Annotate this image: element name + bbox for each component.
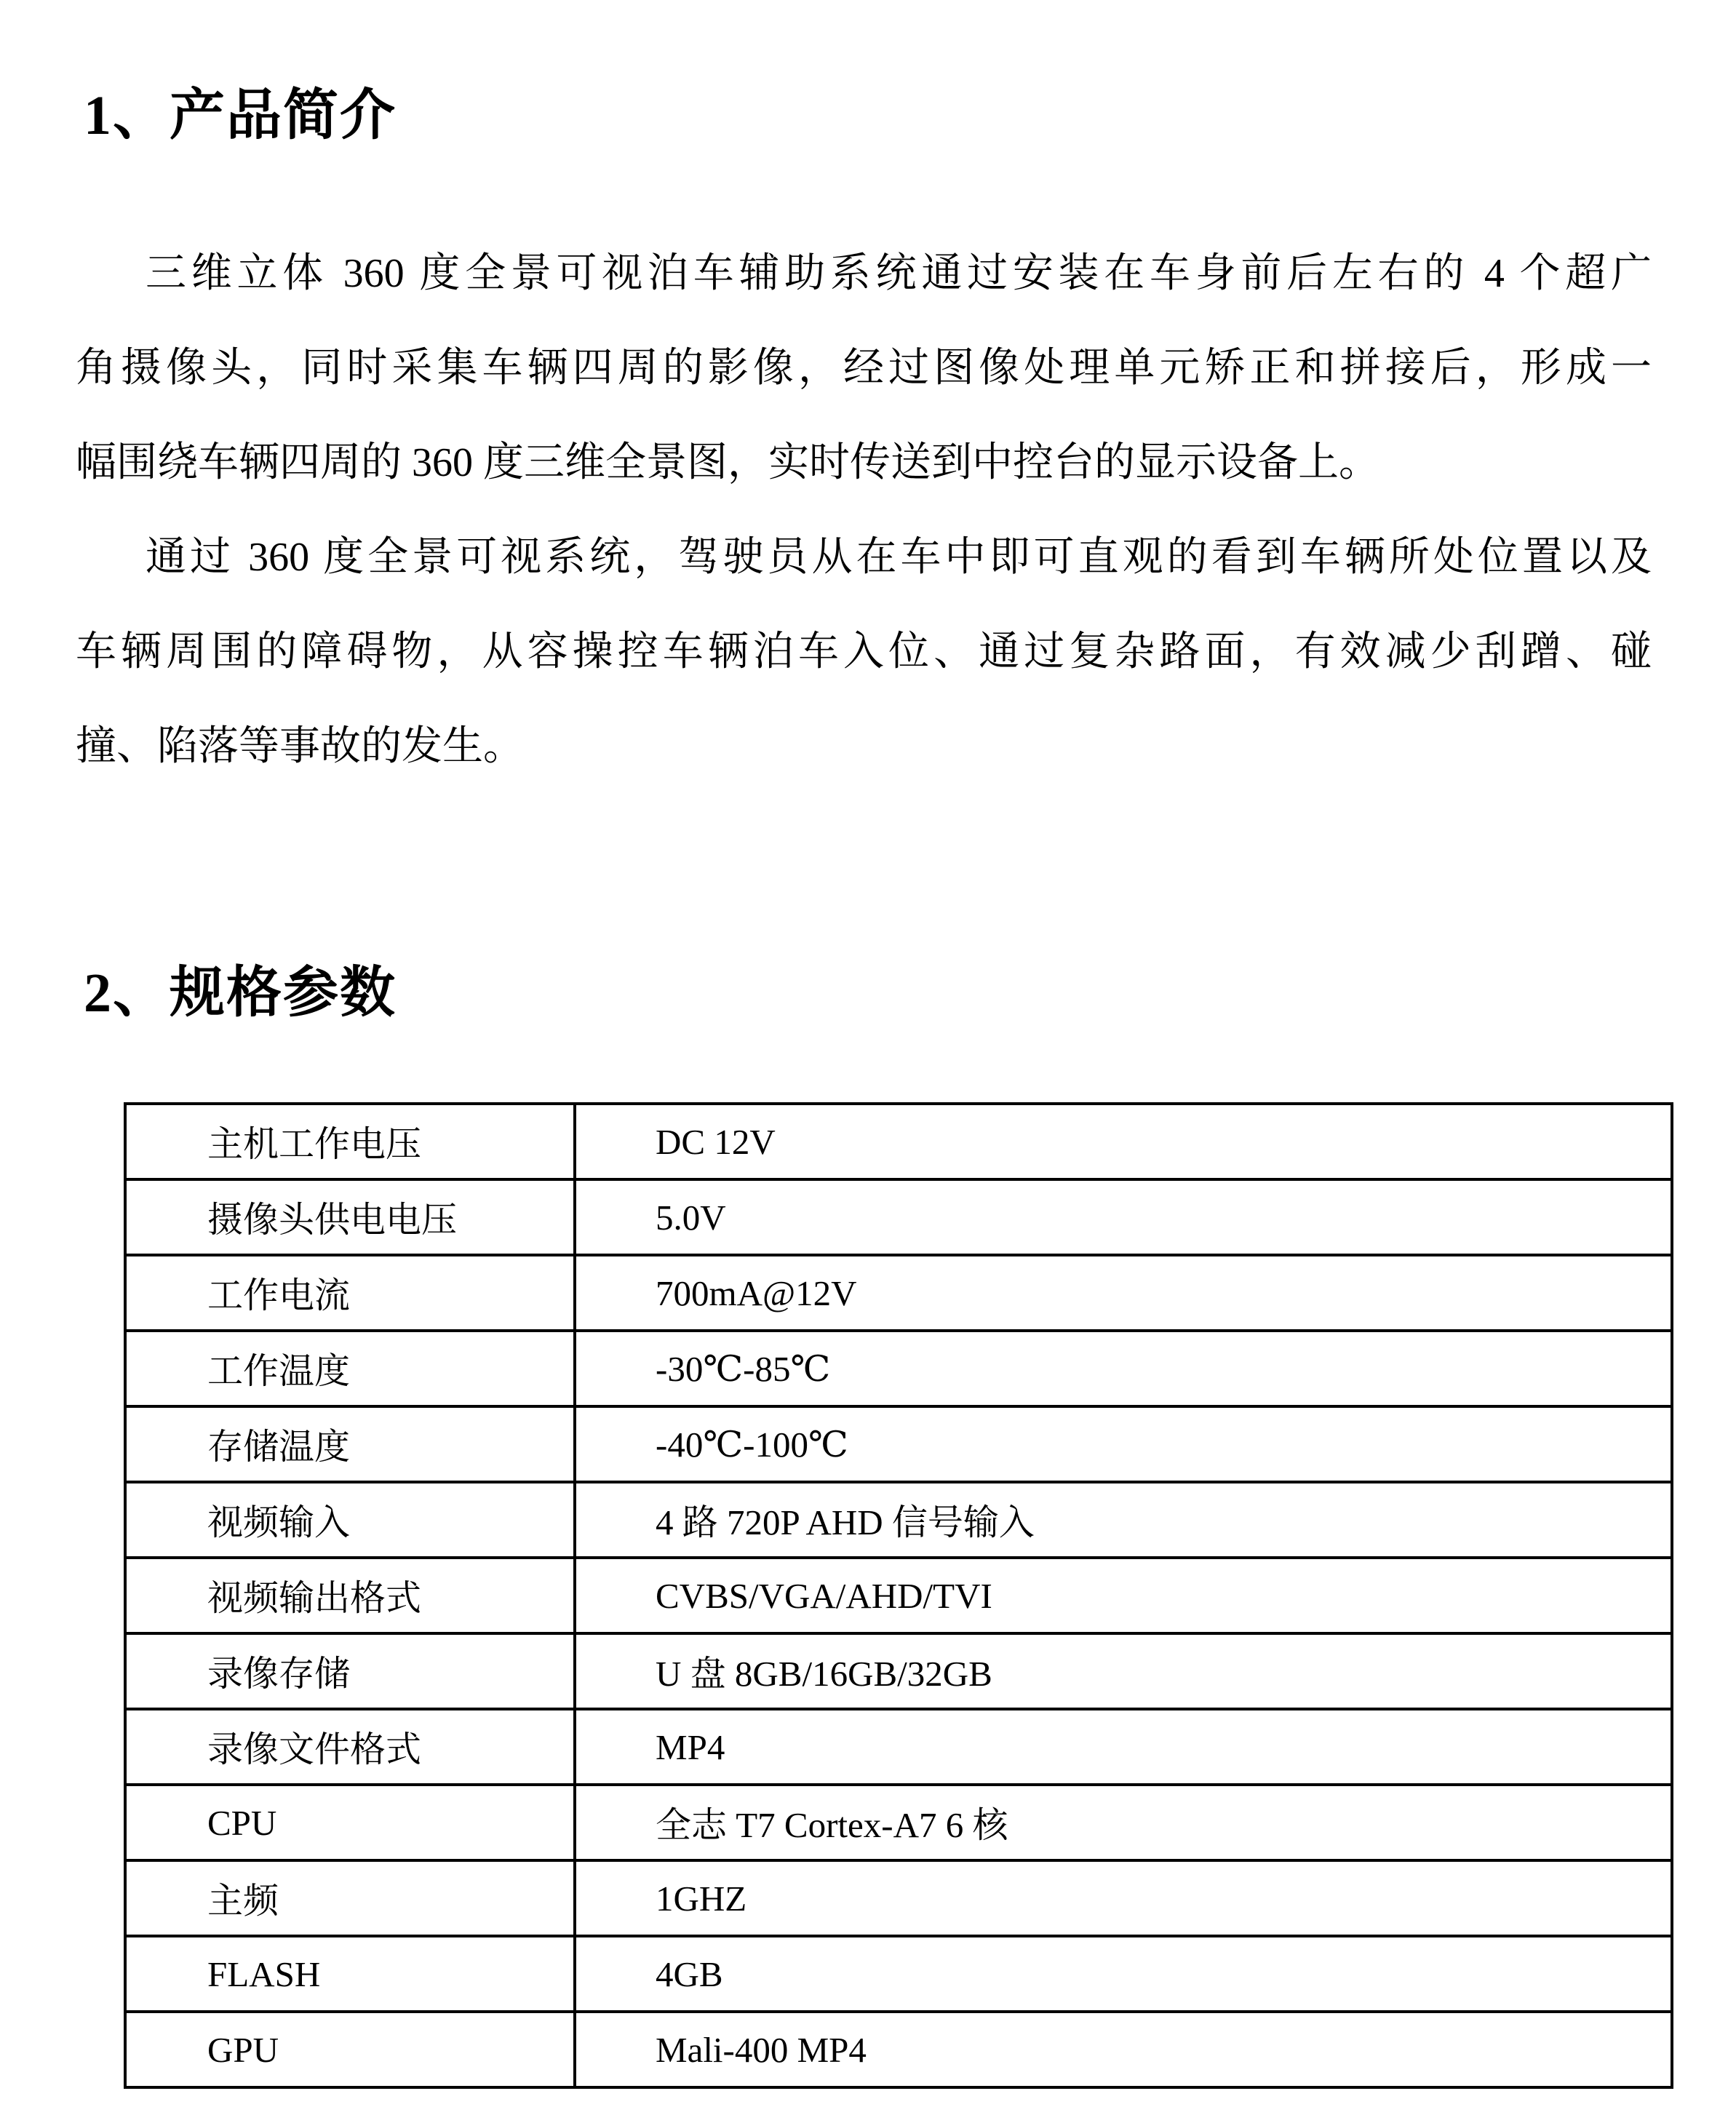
spec-label-cell: 主频 bbox=[125, 1860, 575, 1936]
table-row bbox=[125, 1785, 1672, 1860]
paragraph-line: 幅围绕车辆四周的 360 度三维全景图，实时传送到中控台的显示设备上。 bbox=[76, 440, 1379, 485]
spec-value-cell: DC 12V bbox=[575, 1104, 1672, 1179]
table-row bbox=[125, 1104, 1672, 1179]
spec-label-cell: FLASH bbox=[125, 1936, 575, 2012]
spec-label-cell: 摄像头供电电压 bbox=[125, 1179, 575, 1255]
spec-value-cell: Mali-400 MP4 bbox=[575, 2012, 1672, 2087]
spec-table-body bbox=[125, 1104, 1672, 2087]
paragraph-line: 撞、陷落等事故的发生。 bbox=[76, 724, 524, 769]
table-row bbox=[125, 1482, 1672, 1558]
spec-label-cell: 录像存储 bbox=[125, 1633, 575, 1709]
table-row bbox=[125, 1255, 1672, 1331]
intro-text bbox=[76, 226, 1652, 794]
paragraph-line: 车辆周围的障碍物，从容操控车辆泊车入位、通过复杂路面，有效减少刮蹭、碰 bbox=[76, 629, 1652, 674]
spec-label-cell: GPU bbox=[125, 2012, 575, 2087]
table-row bbox=[125, 1860, 1672, 1936]
spec-label-cell: 视频输入 bbox=[125, 1482, 575, 1558]
table-row bbox=[125, 1179, 1672, 1255]
spec-label-cell: 视频输出格式 bbox=[125, 1558, 575, 1633]
table-row bbox=[125, 1331, 1672, 1406]
spec-value-cell: U 盘 8GB/16GB/32GB bbox=[575, 1633, 1672, 1709]
section-1-heading: 1、产品简介 bbox=[84, 85, 397, 146]
spec-label-cell: 工作电流 bbox=[125, 1255, 575, 1331]
paragraph-line: 三维立体 360 度全景可视泊车辅助系统通过安装在车身前后左右的 4 个超广 bbox=[146, 251, 1652, 296]
spec-value-cell: 全志 T7 Cortex-A7 6 核 bbox=[575, 1785, 1672, 1860]
spec-table bbox=[124, 1102, 1673, 2089]
spec-value-cell: CVBS/VGA/AHD/TVI bbox=[575, 1558, 1672, 1633]
table-row bbox=[125, 1709, 1672, 1785]
table-row bbox=[125, 1406, 1672, 1482]
table-row bbox=[125, 1558, 1672, 1633]
spec-value-cell: 5.0V bbox=[575, 1179, 1672, 1255]
spec-value-cell: 4 路 720P AHD 信号输入 bbox=[575, 1482, 1672, 1558]
spec-label-cell: CPU bbox=[125, 1785, 575, 1860]
spec-label-cell: 工作温度 bbox=[125, 1331, 575, 1406]
spec-value-cell: 4GB bbox=[575, 1936, 1672, 2012]
spec-value-cell: 700mA@12V bbox=[575, 1255, 1672, 1331]
spec-value-cell: 1GHZ bbox=[575, 1860, 1672, 1936]
paragraph-line: 角摄像头，同时采集车辆四周的影像，经过图像处理单元矫正和拼接后，形成一 bbox=[76, 346, 1652, 391]
spec-value-cell: -40℃-100℃ bbox=[575, 1406, 1672, 1482]
spec-value-cell: MP4 bbox=[575, 1709, 1672, 1785]
table-row bbox=[125, 1936, 1672, 2012]
spec-value-cell: -30℃-85℃ bbox=[575, 1331, 1672, 1406]
spec-label-cell: 录像文件格式 bbox=[125, 1709, 575, 1785]
table-row bbox=[125, 2012, 1672, 2087]
spec-label-cell: 存储温度 bbox=[125, 1406, 575, 1482]
table-row bbox=[125, 1633, 1672, 1709]
spec-label-cell: 主机工作电压 bbox=[125, 1104, 575, 1179]
section-2-heading: 2、规格参数 bbox=[84, 963, 397, 1024]
paragraph-line: 通过 360 度全景可视系统，驾驶员从在车中即可直观的看到车辆所处位置以及 bbox=[146, 535, 1652, 580]
